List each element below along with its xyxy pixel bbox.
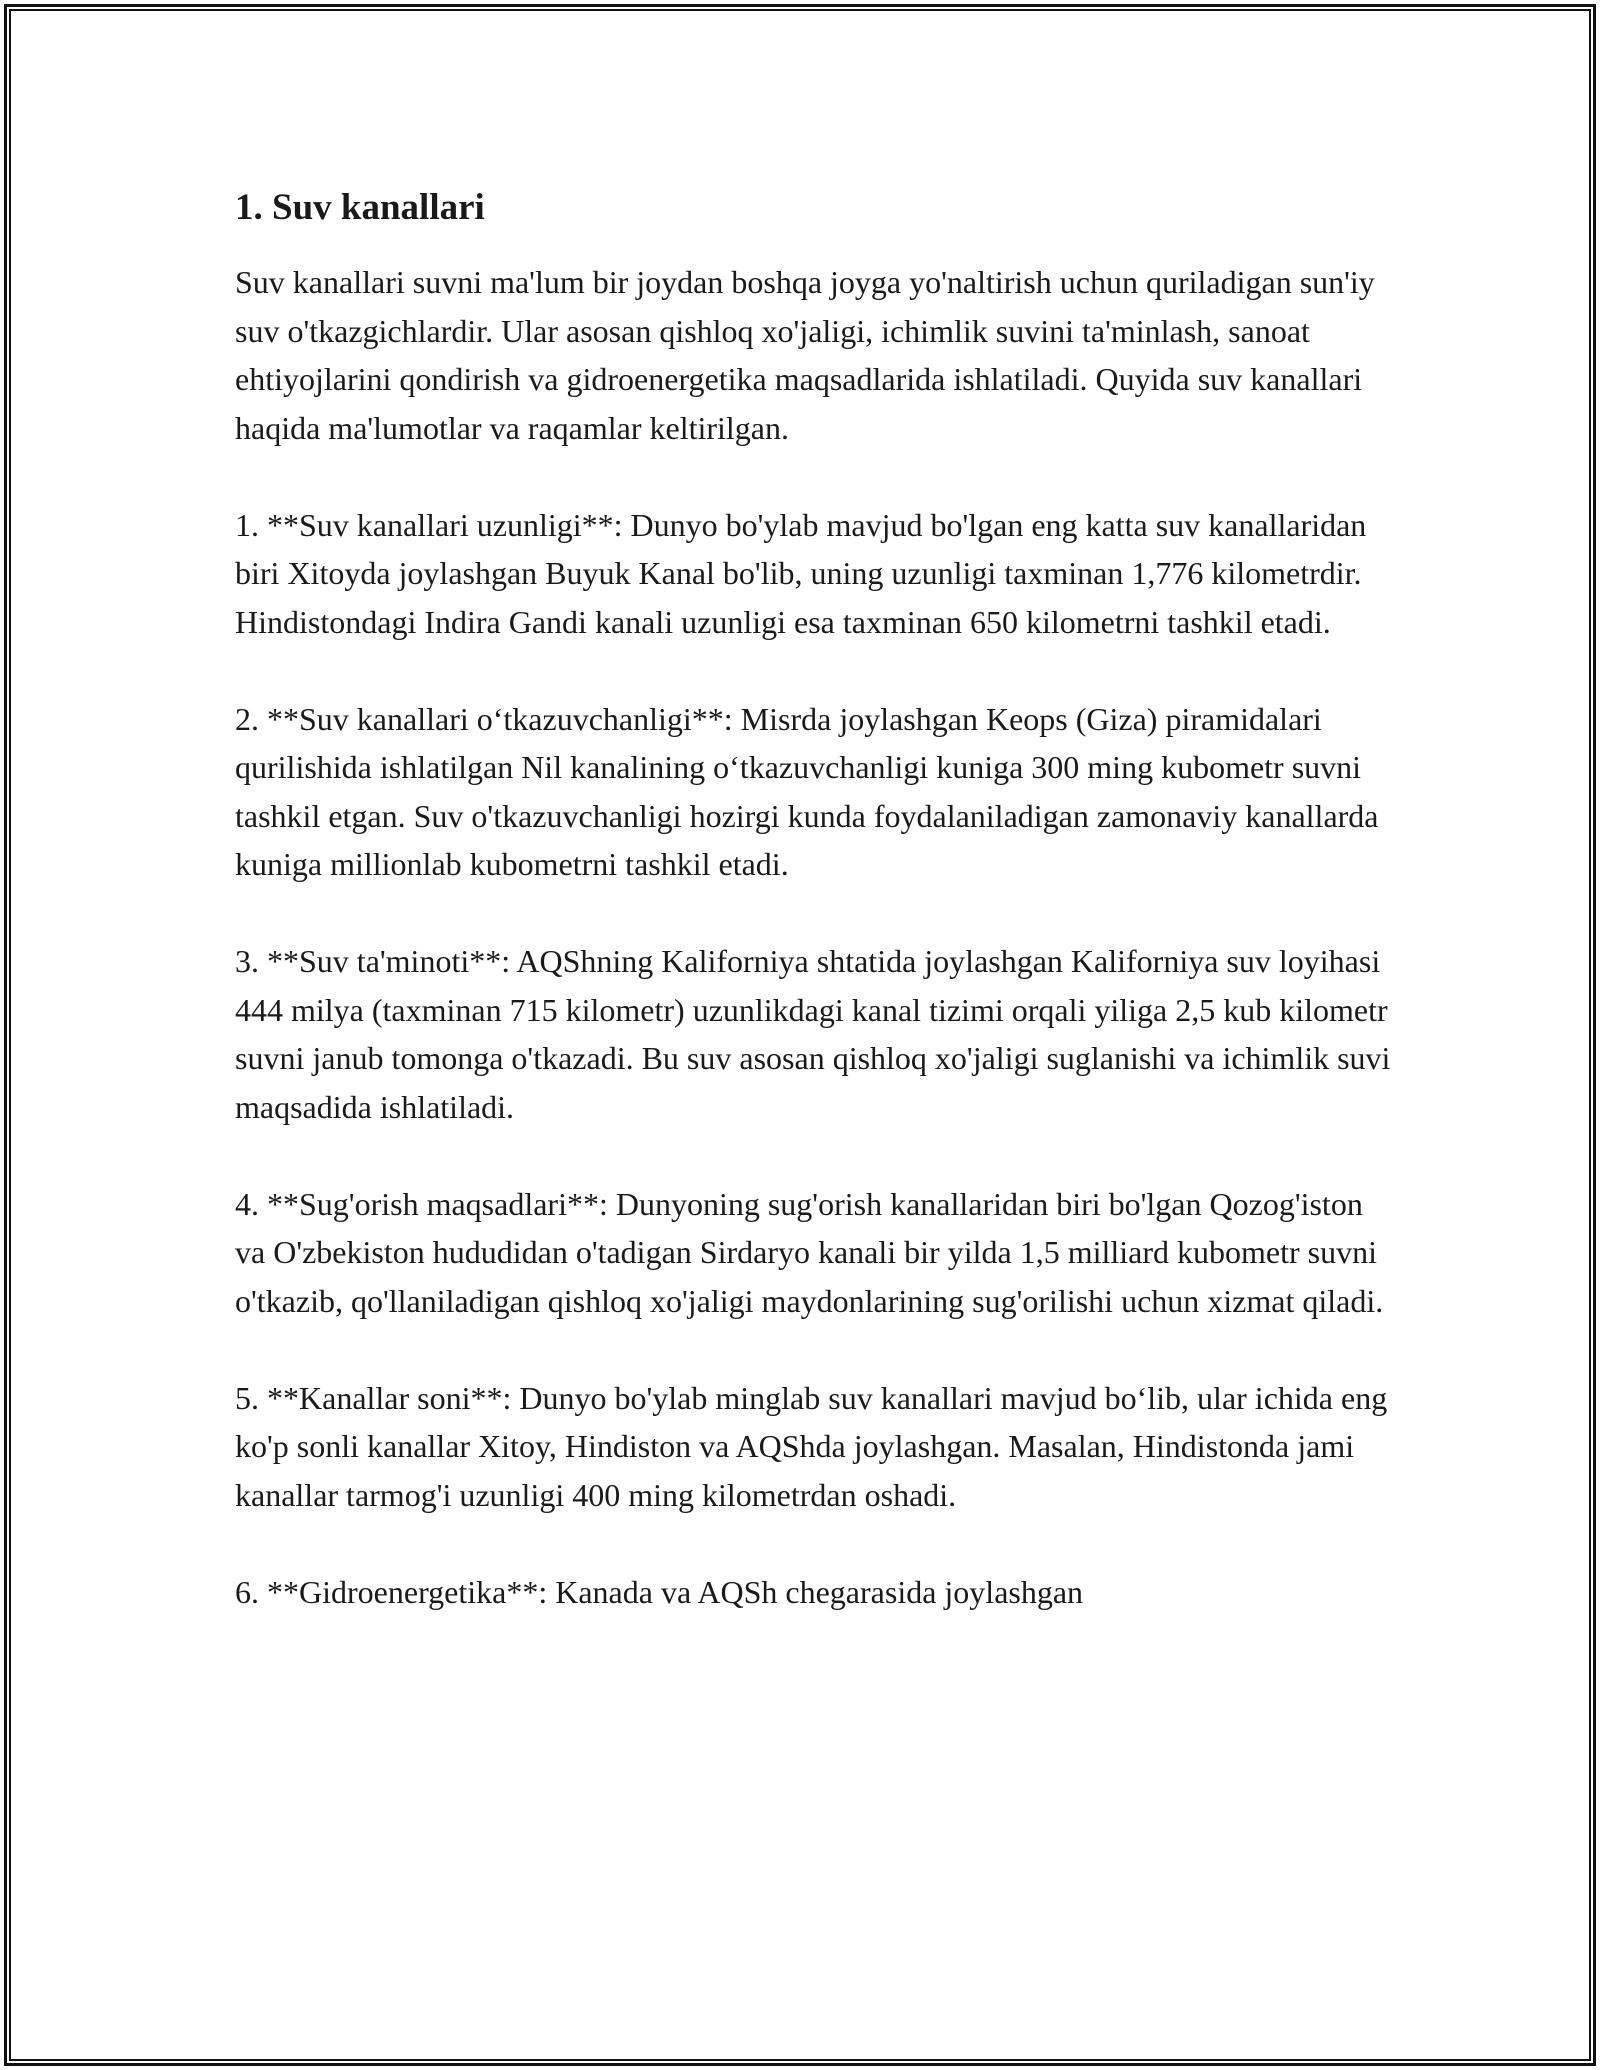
paragraph-water-supply: 3. **Suv ta'minoti**: AQShning Kaliforniya shtatida joylashgan Kaliforniya suv loyihasi 444 milya (taxminan 715 kilometr) uzunlikdagi kanal tizimi orqali yiliga 2,5 kub kilometr suvni janub tomonga o'tkazadi. Bu suv asosan qishloq xo'jaligi suglanishi va ichimlik suvi maqsadida ishlatiladi. bbox=[235, 943, 1391, 1125]
document-body bbox=[235, 184, 1395, 1665]
paragraph-canal-capacity: 2. **Suv kanallari o‘tkazuvchanligi**: Misrda joylashgan Keops (Giza) piramidalari qurilishida ishlatilgan Nil kanalining o‘tkazuvchanligi kuniga 300 ming kubometr suvni tashkil etgan. Suv o'tkazuvchanligi hozirgi kunda foydalaniladigan zamonaviy kanallarda kuniga millionlab kubometrni tashkil etadi. bbox=[235, 700, 1379, 882]
paragraph-canal-length: 1. **Suv kanallari uzunligi**: Dunyo bo'ylab mavjud bo'lgan eng katta suv kanallaridan biri Xitoyda joylashgan Buyuk Kanal bo'lib, uning uzunligi taxminan 1,776 kilometrdir. Hindistondagi Indira Gandi kanali uzunligi esa taxminan 650 kilometrni tashkil etadi. bbox=[235, 506, 1367, 640]
paragraph-hydropower: 6. **Gidroenergetika**: Kanada va AQSh chegarasida joylashgan bbox=[235, 1573, 1084, 1610]
intro-paragraph: Suv kanallari suvni ma'lum bir joydan boshqa joyga yo'naltirish uchun quriladigan sun'iy suv o'tkazgichlardir. Ular asosan qishloq xo'jaligi, ichimlik suvini ta'minlash, sanoat ehtiyojlarini qondirish va gidroenergetika maqsadlarida ishlatiladi. Quyida suv kanallari haqida ma'lumotlar va raqamlar keltirilgan. bbox=[235, 264, 1375, 446]
paragraph-canal-count: 5. **Kanallar soni**: Dunyo bo'ylab minglab suv kanallari mavjud bo‘lib, ular ichida eng ko'p sonli kanallar Xitoy, Hindiston va AQShda joylashgan. Masalan, Hindistonda jami kanallar tarmog'i uzunligi 400 ming kilometrdan oshadi. bbox=[235, 1379, 1388, 1513]
section-heading: 1. Suv kanallari bbox=[235, 187, 485, 228]
paragraph-irrigation: 4. **Sug'orish maqsadlari**: Dunyoning sug'orish kanallaridan biri bo'lgan Qozog'iston va O'zbekiston hududidan o'tadigan Sirdaryo kanali bir yilda 1,5 milliard kubometr suvni o'tkazib, qo'llaniladigan qishloq xo'jaligi maydonlarining sug'orilishi uchun xizmat qiladi. bbox=[235, 1185, 1384, 1319]
